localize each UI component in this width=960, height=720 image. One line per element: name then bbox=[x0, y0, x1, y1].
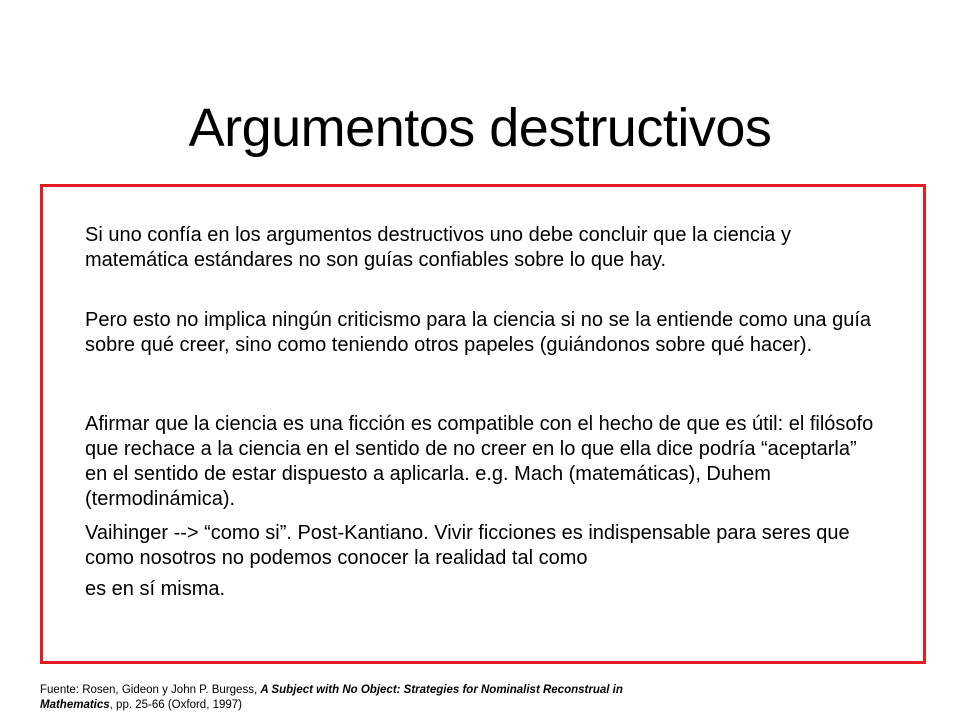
source-work-title: A Subject with No Object: Strategies for Nominalist Reconstrual in Mathematics bbox=[40, 684, 623, 711]
source-suffix: , pp. 25-66 (Oxford, 1997) bbox=[109, 699, 242, 711]
source-prefix: Fuente: Rosen, Gideon y John P. Burgess, bbox=[40, 684, 261, 696]
slide-title: Argumentos destructivos bbox=[188, 98, 772, 158]
paragraph-vaihinger bbox=[85, 521, 875, 602]
content-frame bbox=[40, 184, 926, 664]
paragraph-vaihinger-text: Vaihinger --> “como si”. Post-Kantiano. Vivir ficciones es indispensable para seres que como nosotros no podemos conocer la realidad tal como bbox=[85, 522, 850, 569]
paragraph-destructive-arguments: Si uno confía en los argumentos destructivos uno debe concluir que la ciencia y matemática estándares no son guías confiables sobre lo que hay. bbox=[85, 224, 791, 271]
paragraph-science-fiction: Afirmar que la ciencia es una ficción es compatible con el hecho de que es útil: el filósofo que rechace a la ciencia en el sentido de no creer en lo que ella dice podría “aceptarla” en el sentido de estar dispuesto a aplicarla. e.g. Mach (matemáticas), Duhem (termodinámica). bbox=[85, 413, 874, 510]
source-citation bbox=[40, 683, 640, 713]
paragraph-vaihinger-last-line: es en sí misma. bbox=[85, 578, 226, 600]
paragraph-science-role: Pero esto no implica ningún criticismo para la ciencia si no se la entiende como una guía sobre qué creer, sino como teniendo otros papeles (guiándonos sobre qué hacer). bbox=[85, 309, 871, 356]
